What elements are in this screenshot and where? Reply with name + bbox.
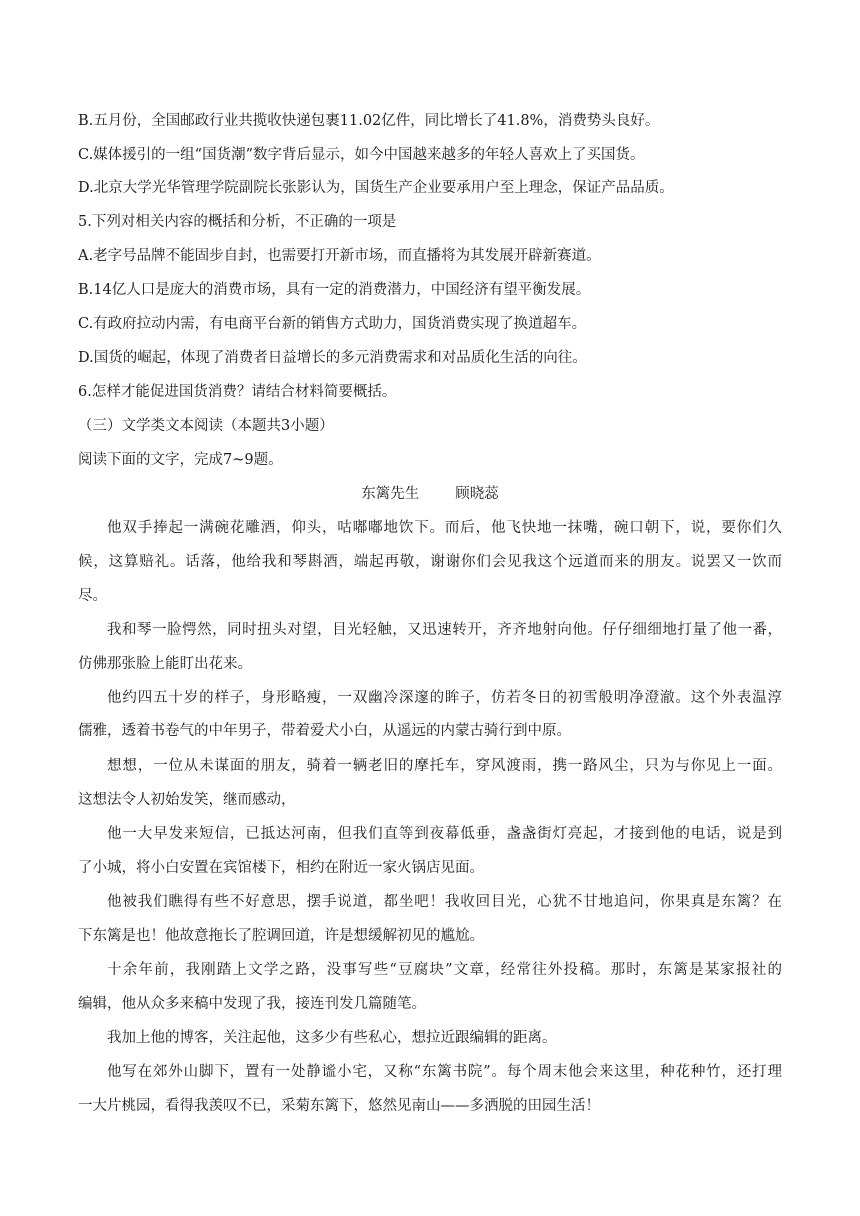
paragraph-line: 他约四五十岁的样子，身形略瘦，一双幽冷深邃的眸子，仿若冬日的初雪般明净澄澈。这个外表温淳 <box>107 690 782 706</box>
paragraph-line: 仿佛那张脸上能盯出花来。 <box>78 656 252 672</box>
reading-instruction: 阅读下面的文字，完成7~9题。 <box>78 452 283 468</box>
q5-option-a: A.老字号品牌不能固步自封，也需要打开新市场，而直播将为其发展开辟新赛道。 <box>78 248 601 264</box>
q5-option-b: B.14亿人口是庞大的消费市场，具有一定的消费潜力，中国经济有望平衡发展。 <box>78 282 591 298</box>
paragraph-line: 我加上他的博客，关注起他，这多少有些私心，想拉近跟编辑的距离。 <box>107 1030 557 1046</box>
section-heading: （三）文学类文本阅读（本题共3小题） <box>78 418 334 434</box>
paragraph-line: 他一大早发来短信，已抵达河南，但我们直等到夜幕低垂，盏盏街灯亮起，才接到他的电话，说是到 <box>107 826 782 842</box>
story-author: 顾晓蕊 <box>455 486 499 502</box>
paragraph-line: 他被我们瞧得有些不好意思，摆手说道，都坐吧！我收回目光，心犹不甘地追问，你果真是东篱？在 <box>107 894 782 910</box>
option-b-line: B.五月份，全国邮政行业共揽收快递包裹11.02亿件，同比增长了41.8%，消费势头良好。 <box>78 113 660 129</box>
story-title-line <box>78 484 782 504</box>
paragraph-line: 一大片桃园，看得我羡叹不已，采菊东篱下，悠然见南山——多洒脱的田园生活！ <box>78 1098 600 1114</box>
paragraph-line: 我和琴一脸愕然，同时扭头对望，目光轻触，又迅速转开，齐齐地射向他。仔仔细细地打量了他一番， <box>107 622 782 638</box>
option-c-line: C.媒体援引的一组“国货潮”数字背后显示，如今中国越来越多的年轻人喜欢上了买国货。 <box>78 147 645 163</box>
paragraph-line: 想想，一位从未谋面的朋友，骑着一辆老旧的摩托车，穿风渡雨，携一路风尘，只为与你见上一面。 <box>107 758 782 774</box>
question-5: 5.下列对相关内容的概括和分析，不正确的一项是 <box>78 214 397 230</box>
paragraph-line: 下东篱是也！他故意拖长了腔调回道，许是想缓解初见的尴尬。 <box>78 928 484 944</box>
paragraph-line: 儒雅，透着书卷气的中年男子，带着爱犬小白，从遥远的内蒙古骑行到中原。 <box>78 723 571 739</box>
paragraph-line: 尽。 <box>78 588 107 604</box>
paragraph-line: 了小城，将小白安置在宾馆楼下，相约在附近一家火锅店见面。 <box>78 860 484 876</box>
q5-option-d: D.国货的崛起，体现了消费者日益增长的多元消费需求和对品质化生活的向往。 <box>78 350 587 366</box>
q5-option-c: C.有政府拉动内需，有电商平台新的销售方式助力，国货消费实现了换道超车。 <box>78 316 587 332</box>
question-6: 6.怎样才能促进国货消费？请结合材料简要概括。 <box>78 384 397 400</box>
paragraph-line: 他双手捧起一满碗花雕酒，仰头，咕嘟嘟地饮下。而后，他飞快地一抹嘴，碗口朝下，说，要你们久 <box>107 520 782 536</box>
paragraph-line: 十余年前，我刚踏上文学之路，没事写些“豆腐块”文章，经常往外投稿。那时，东篱是某家报社的 <box>107 962 782 978</box>
story-title: 东篱先生 <box>361 486 420 502</box>
paragraph-line: 候，这算赔礼。话落，他给我和琴斟酒，端起再敬，谢谢你们会见我这个远道而来的朋友。说罢又一饮而 <box>78 554 782 570</box>
option-d-line: D.北京大学光华管理学院副院长张影认为，国货生产企业要承用户至上理念，保证产品品质。 <box>78 180 674 196</box>
paragraph-line: 编辑，他从众多来稿中发现了我，接连刊发几篇随笔。 <box>78 996 426 1012</box>
paragraph-line: 这想法令人初始发笑，继而感动， <box>78 792 296 808</box>
paragraph-line: 他写在郊外山脚下，置有一处静谧小宅，又称“东篱书院”。每个周末他会来这里，种花种竹，还打理 <box>107 1064 782 1080</box>
